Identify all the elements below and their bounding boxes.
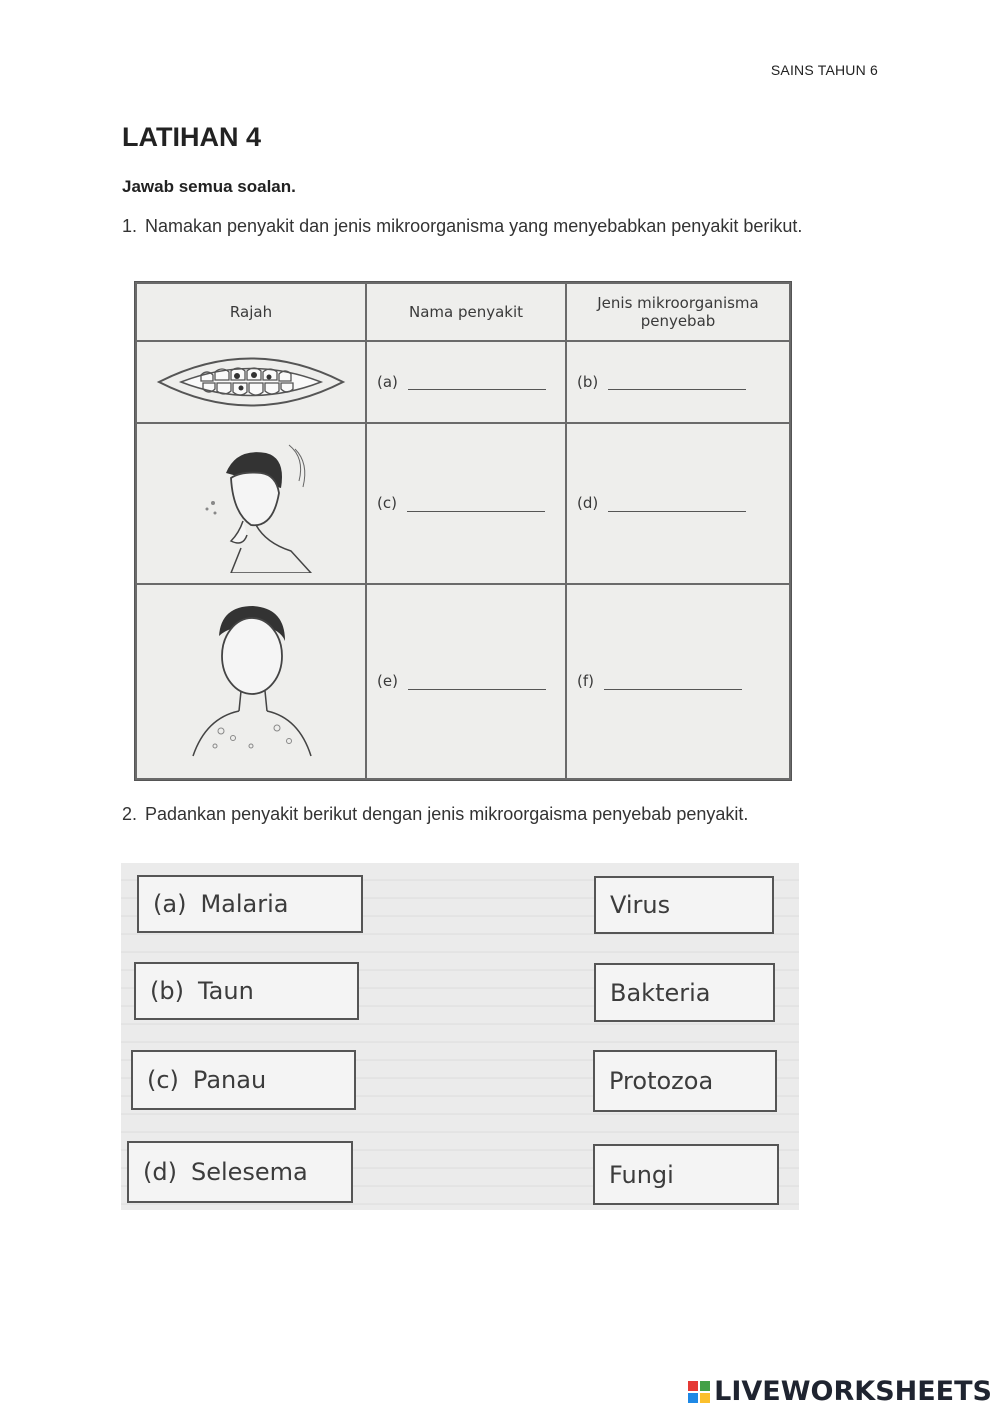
rajah-cell bbox=[136, 341, 366, 423]
mikroorganisma-cell bbox=[566, 423, 790, 584]
matching-area bbox=[121, 863, 799, 1210]
mouth-tooth-decay-illustration bbox=[151, 347, 351, 417]
microbe-box-protozoa[interactable] bbox=[593, 1050, 777, 1112]
mikroorganisma-cell bbox=[566, 341, 790, 423]
question-1-text: Namakan penyakit dan jenis mikroorganisma yang menyebabkan penyakit berikut. bbox=[145, 216, 803, 236]
nama-penyakit-cell bbox=[366, 423, 566, 584]
logo-icon bbox=[688, 1381, 710, 1403]
microbe-box-bakteria[interactable] bbox=[594, 963, 775, 1022]
subject-header: SAINS TAHUN 6 bbox=[770, 62, 878, 78]
table-row bbox=[136, 341, 790, 423]
question-2-text: Padankan penyakit berikut dengan jenis mikroorgaisma penyebab penyakit. bbox=[145, 804, 749, 824]
answer-c-blank[interactable] bbox=[407, 495, 545, 512]
microbe-box-virus[interactable] bbox=[594, 876, 774, 934]
disease-box-taun[interactable] bbox=[134, 962, 359, 1020]
disease-name: Panau bbox=[192, 1066, 267, 1094]
rajah-cell bbox=[136, 584, 366, 779]
label-a: (a) bbox=[377, 372, 398, 391]
disease-name: Taun bbox=[197, 977, 254, 1005]
answer-a-blank[interactable] bbox=[408, 373, 546, 390]
mikroorganisma-cell bbox=[566, 584, 790, 779]
nama-penyakit-cell bbox=[366, 341, 566, 423]
disease-box-panau[interactable] bbox=[131, 1050, 356, 1110]
label-c: (c) bbox=[377, 494, 397, 513]
disease-table bbox=[134, 281, 792, 781]
question-1 bbox=[122, 213, 822, 240]
question-1-number: 1. bbox=[122, 216, 138, 236]
rajah-cell bbox=[136, 423, 366, 584]
microbe-name: Virus bbox=[610, 891, 671, 919]
logo-text: LIVEWORKSHEETS bbox=[714, 1376, 992, 1407]
label-f: (f) bbox=[577, 672, 594, 691]
disease-label: (d) bbox=[143, 1158, 177, 1186]
disease-box-malaria[interactable] bbox=[137, 875, 363, 933]
coughing-boy-illustration bbox=[181, 433, 321, 573]
header-rajah: Rajah bbox=[136, 283, 366, 341]
nama-penyakit-cell bbox=[366, 584, 566, 779]
disease-name: Malaria bbox=[200, 890, 289, 918]
question-2 bbox=[122, 801, 822, 828]
microbe-name: Bakteria bbox=[610, 978, 711, 1007]
disease-label: (a) bbox=[153, 890, 187, 918]
disease-label: (b) bbox=[150, 977, 184, 1005]
table-row bbox=[136, 423, 790, 584]
boy-skin-patches-illustration bbox=[181, 596, 321, 766]
answer-f-blank[interactable] bbox=[604, 673, 742, 690]
instruction: Jawab semua soalan. bbox=[122, 177, 296, 196]
answer-d-blank[interactable] bbox=[608, 495, 746, 512]
microbe-name: Protozoa bbox=[609, 1067, 714, 1095]
header-nama-penyakit: Nama penyakit bbox=[366, 283, 566, 341]
label-e: (e) bbox=[377, 672, 398, 691]
disease-label: (c) bbox=[147, 1066, 179, 1094]
question-2-number: 2. bbox=[122, 804, 138, 824]
table-row bbox=[136, 584, 790, 779]
microbe-box-fungi[interactable] bbox=[593, 1144, 779, 1205]
disease-box-selesema[interactable] bbox=[127, 1141, 353, 1203]
header-jenis-mikroorganisma: Jenis mikroorganisma penyebab bbox=[566, 283, 790, 341]
page-title: LATIHAN 4 bbox=[122, 122, 261, 152]
liveworksheets-logo[interactable] bbox=[688, 1376, 992, 1407]
answer-b-blank[interactable] bbox=[608, 373, 746, 390]
label-b: (b) bbox=[577, 372, 599, 391]
table-header-row bbox=[136, 283, 790, 341]
answer-e-blank[interactable] bbox=[408, 673, 546, 690]
disease-name: Selesema bbox=[190, 1158, 308, 1186]
label-d: (d) bbox=[577, 494, 599, 513]
microbe-name: Fungi bbox=[609, 1160, 674, 1189]
